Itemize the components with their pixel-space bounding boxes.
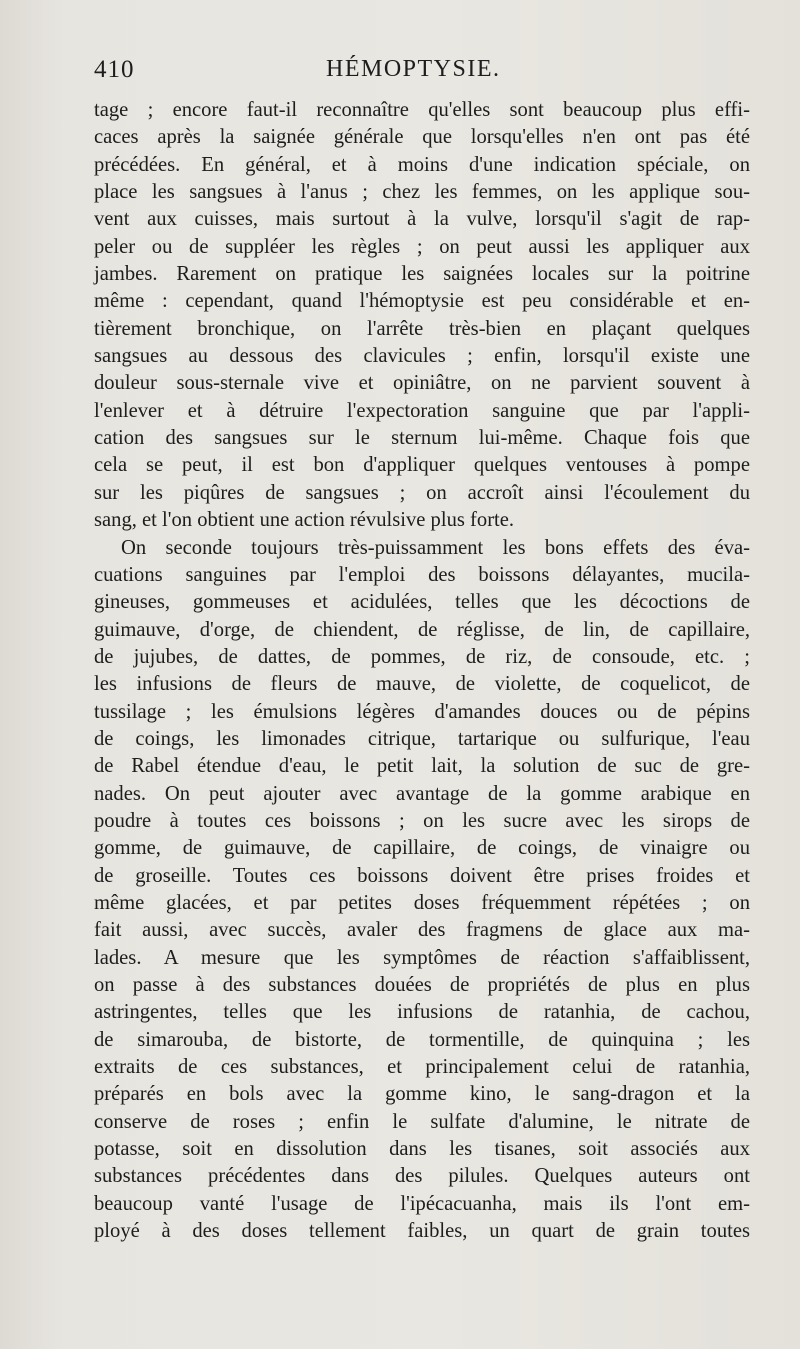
page-header — [94, 56, 750, 90]
text-line: tièrement bronchique, on l'arrête très-bien en plaçant quelques — [94, 317, 750, 340]
text-line: tage ; encore faut-il reconnaître qu'elles sont beaucoup plus effi- — [94, 99, 750, 121]
text-line: cation des sangsues sur le sternum lui-même. Chaque fois que — [94, 427, 750, 450]
text-line: peler ou de suppléer les règles ; on peut aussi les appliquer aux — [94, 235, 750, 258]
text-line: caces après la saignée générale que lorsqu'elles n'en ont pas été — [94, 126, 750, 149]
text-line: nades. On peut ajouter avec avantage de la gomme arabique en — [94, 782, 750, 805]
text-line: cela se peut, il est bon d'appliquer quelques ventouses à pompe — [94, 454, 750, 477]
text-line: de coings, les limonades citrique, tartarique ou sulfurique, l'eau — [94, 727, 750, 750]
text-line: précédées. En général, et à moins d'une indication spéciale, on — [94, 153, 750, 176]
text-line: poudre à toutes ces boissons ; on les sucre avec les sirops de — [94, 809, 750, 832]
text-line: préparés en bols avec la gomme kino, le sang-dragon et la — [94, 1083, 750, 1106]
text-line: de Rabel étendue d'eau, le petit lait, la solution de suc de gre- — [94, 755, 750, 778]
text-line: sang, et l'on obtient une action révulsive plus forte. — [94, 509, 515, 532]
text-line: de jujubes, de dattes, de pommes, de riz, de consoude, etc. ; — [94, 645, 750, 668]
text-line: conserve de roses ; enfin le sulfate d'alumine, le nitrate de — [94, 1110, 750, 1133]
page-number: 410 — [94, 56, 135, 83]
text-line: même : cependant, quand l'hémoptysie est peu considérable et en- — [94, 290, 750, 313]
text-line: astringentes, telles que les infusions de ratanhia, de cachou, — [94, 1001, 750, 1024]
text-line: On seconde toujours très-puissamment les bons effets des éva- — [121, 536, 750, 559]
text-line: place les sangsues à l'anus ; chez les femmes, on les applique sou- — [94, 181, 750, 204]
text-line: les infusions de fleurs de mauve, de violette, de coquelicot, de — [94, 673, 750, 696]
text-line: de groseille. Toutes ces boissons doivent être prises froides et — [94, 864, 750, 887]
text-line: extraits de ces substances, et principalement celui de ratanhia, — [94, 1056, 750, 1079]
text-line: potasse, soit en dissolution dans les tisanes, soit associés aux — [94, 1138, 750, 1161]
text-line: gineuses, gommeuses et acidulées, telles que les décoctions de — [94, 591, 750, 614]
body-text — [94, 97, 750, 1245]
text-line: beaucoup vanté l'usage de l'ipécacuanha, mais ils l'ont em- — [94, 1192, 750, 1215]
text-line: douleur sous-sternale vive et opiniâtre, on ne parvient souvent à — [94, 372, 750, 395]
text-line: jambes. Rarement on pratique les saignées locales sur la poitrine — [94, 263, 750, 286]
text-line: sur les piqûres de sangsues ; on accroît ainsi l'écoulement du — [94, 481, 750, 504]
text-line: guimauve, d'orge, de chiendent, de réglisse, de lin, de capillaire, — [94, 618, 750, 641]
text-line: substances précédentes dans des pilules. Quelques auteurs ont — [94, 1165, 750, 1188]
text-line: gomme, de guimauve, de capillaire, de coings, de vinaigre ou — [94, 837, 750, 860]
running-head: HÉMOPTYSIE. — [326, 56, 501, 82]
text-line: sangsues au dessous des clavicules ; enfin, lorsqu'il existe une — [94, 345, 750, 368]
text-line: de simarouba, de bistorte, de tormentille, de quinquina ; les — [94, 1028, 750, 1051]
text-line: l'enlever et à détruire l'expectoration sanguine que par l'appli- — [94, 399, 750, 422]
text-line: cuations sanguines par l'emploi des boissons délayantes, mucila- — [94, 563, 750, 586]
text-line: on passe à des substances douées de propriétés de plus en plus — [94, 974, 750, 996]
text-line: ployé à des doses tellement faibles, un quart de grain toutes — [94, 1220, 750, 1243]
text-line: tussilage ; les émulsions légères d'amandes douces ou de pépins — [94, 700, 750, 723]
text-line: même glacées, et par petites doses fréquemment répétées ; on — [94, 891, 750, 914]
text-line: vent aux cuisses, mais surtout à la vulve, lorsqu'il s'agit de rap- — [94, 208, 750, 231]
text-line: lades. A mesure que les symptômes de réaction s'affaiblissent, — [94, 946, 750, 969]
text-line: fait aussi, avec succès, avaler des fragmens de glace aux ma- — [94, 919, 750, 942]
